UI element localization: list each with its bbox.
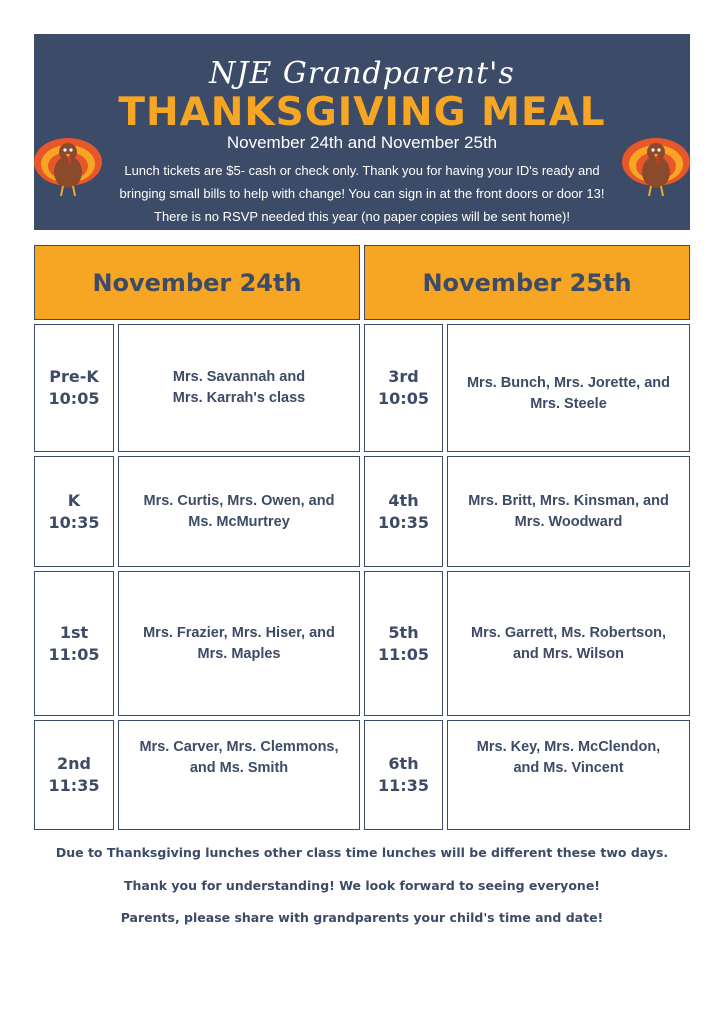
grade-label: 5th [388,622,419,642]
day-header-nov-25: November 25th [364,245,690,320]
class-list [118,571,360,716]
class-list [118,456,360,567]
class-line: Mrs. Garrett, Ms. Robertson, [471,624,666,641]
time-label: 10:35 [378,512,429,532]
banner-note-line: Lunch tickets are $5- cash or check only. Thank you for having your ID's ready and [124,163,600,178]
class-line: Mrs. Karrah's class [172,390,306,406]
grade-label: 3rd [388,367,419,386]
class-line: and Ms. Smith [189,760,289,776]
footer-note: Due to Thanksgiving lunches other class time lunches will be different these two days. [55,845,669,860]
class-line: Mrs. Maples [197,645,281,662]
time-slot [364,720,443,830]
time-slot [34,720,114,830]
banner-note [104,159,620,228]
time-slot [364,324,443,452]
time-label: 10:05 [378,389,429,408]
class-line: Mrs. Steele [530,396,607,412]
time-label: 11:05 [48,644,100,664]
time-label: 10:35 [48,512,100,532]
time-slot [364,456,443,567]
grade-label: 1st [59,622,89,642]
grade-label: K [67,490,81,510]
event-banner [34,34,690,230]
time-label: 11:05 [378,644,429,664]
class-list [447,571,690,716]
time-label: 11:35 [48,776,100,795]
grade-label: 2nd [57,754,91,773]
class-list [447,456,690,567]
class-line: Mrs. Key, Mrs. McClendon, [476,739,661,755]
class-line: and Ms. Vincent [513,760,624,776]
turkey-icon [32,126,104,198]
banner-note-line: There is no RSVP needed this year (no paper copies will be sent home)! [154,209,570,224]
day-header-nov-24: November 24th [34,245,360,320]
time-label: 10:05 [48,389,100,408]
class-list [447,720,690,830]
banner-dates: November 24th and November 25th [226,133,498,152]
class-list [118,720,360,830]
grade-label: Pre-K [49,367,99,386]
class-list [118,324,360,452]
footer-note: Parents, please share with grandparents your child's time and date! [120,910,604,925]
turkey-icon [620,126,692,198]
class-line: Mrs. Curtis, Mrs. Owen, and [143,492,335,509]
time-label: 11:35 [378,776,429,795]
class-line: Mrs. Woodward [514,513,623,530]
time-slot [34,324,114,452]
grade-label: 6th [388,754,419,773]
grade-label: 4th [388,490,419,510]
class-line: Mrs. Savannah and [172,369,306,385]
class-line: Mrs. Bunch, Mrs. Jorette, and [466,375,671,391]
time-slot [34,456,114,567]
class-line: Mrs. Frazier, Mrs. Hiser, and [143,624,335,641]
footer-note: Thank you for understanding! We look forward to seeing everyone! [123,878,601,893]
banner-headline: THANKSGIVING MEAL [118,90,606,135]
time-slot [364,571,443,716]
class-list [447,324,690,452]
time-slot [34,571,114,716]
class-line: Mrs. Carver, Mrs. Clemmons, [139,739,339,755]
banner-note-line: bringing small bills to help with change! You can sign in at the front doors or door 13! [119,186,605,201]
class-line: Ms. McMurtrey [188,513,290,530]
class-line: and Mrs. Wilson [512,645,625,662]
banner-script-title: NJE Grandparent's [209,56,515,91]
class-line: Mrs. Britt, Mrs. Kinsman, and [468,492,669,509]
